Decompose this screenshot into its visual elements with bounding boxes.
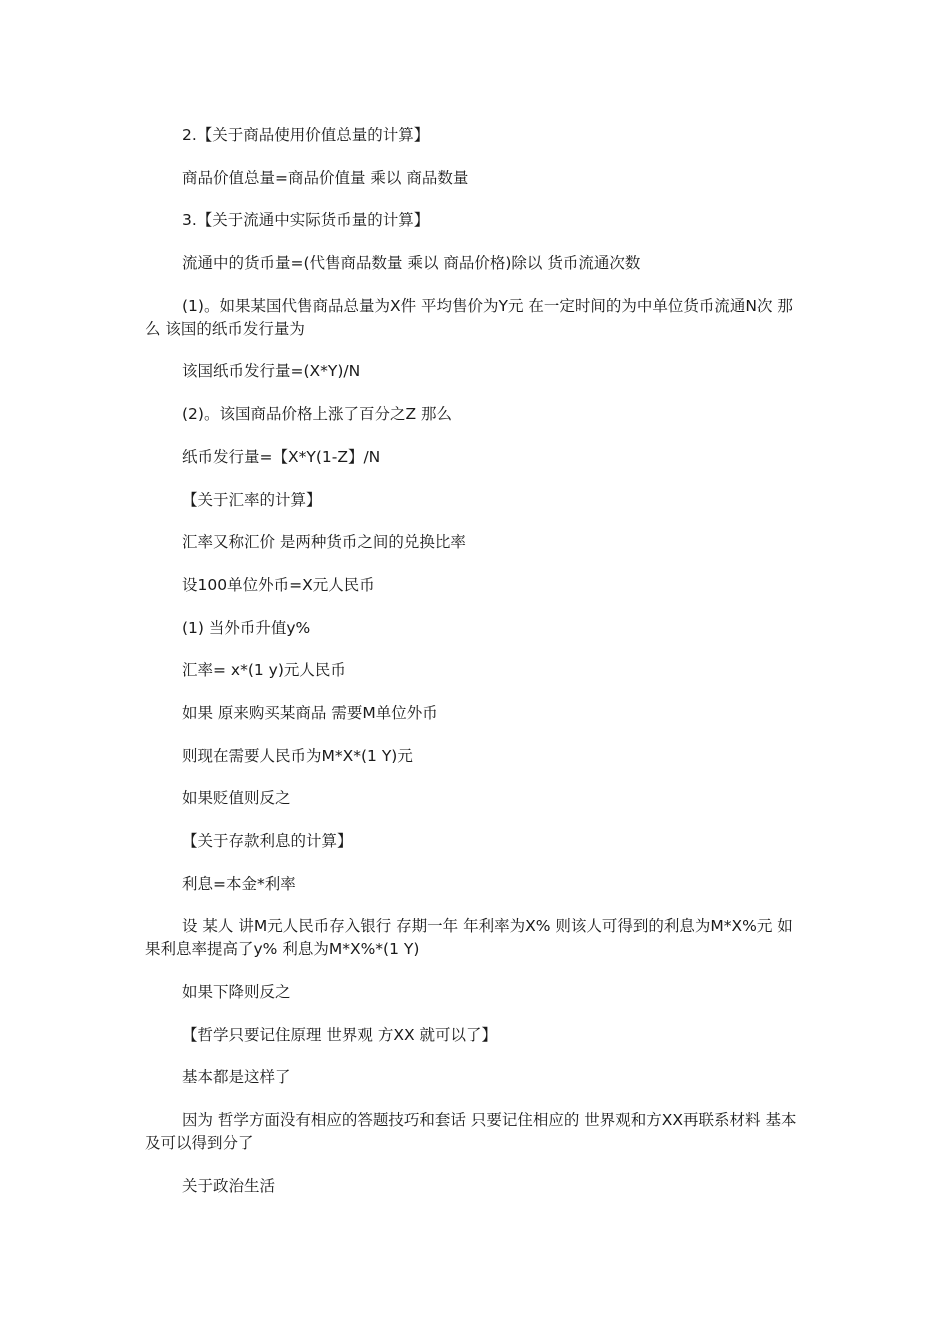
paragraph: 因为 哲学方面没有相应的答题技巧和套话 只要记住相应的 世界观和方XX再联系材料 基本及可以得到分了 — [145, 1111, 797, 1153]
paragraph: 如果贬值则反之 — [182, 789, 291, 808]
paragraph: 2.【关于商品使用价值总量的计算】 — [182, 126, 430, 144]
paragraph: 如果下降则反之 — [182, 983, 291, 1002]
document-body — [145, 124, 805, 1218]
paragraph: 关于政治生活 — [182, 1176, 276, 1195]
paragraph: (2)。该国商品价格上涨了百分之Z 那么 — [182, 405, 453, 424]
paragraph: 商品价值总量=商品价值量 乘以 商品数量 — [182, 168, 469, 187]
paragraph: 汇率又称汇价 是两种货币之间的兑换比率 — [182, 533, 466, 552]
paragraph: (1) 当外币升值y% — [182, 618, 311, 637]
paragraph: (1)。如果某国代售商品总量为X件 平均售价为Y元 在一定时间的为中单位货币流通N次 那么 该国的纸币发行量为 — [145, 296, 793, 338]
paragraph: 纸币发行量=【X*Y(1-Z】/N — [182, 447, 381, 466]
paragraph: 【哲学只要记住原理 世界观 方XX 就可以了】 — [182, 1025, 498, 1044]
paragraph: 【关于存款利息的计算】 — [182, 832, 353, 850]
paragraph: 则现在需要人民币为M*X*(1 Y)元 — [182, 746, 413, 765]
paragraph: 设 某人 讲M元人民币存入银行 存期一年 年利率为X% 则该人可得到的利息为M*X%元 如果利息率提高了y% 利息为M*X%*(1 Y) — [145, 917, 793, 959]
paragraph: 该国纸币发行量=(X*Y)/N — [182, 362, 361, 381]
paragraph: 设100单位外币=X元人民币 — [182, 575, 375, 594]
paragraph: 3.【关于流通中实际货币量的计算】 — [182, 211, 430, 230]
paragraph: 如果 原来购买某商品 需要M单位外币 — [182, 703, 438, 722]
paragraph: 基本都是这样了 — [182, 1068, 291, 1087]
paragraph: 【关于汇率的计算】 — [182, 490, 322, 509]
paragraph: 流通中的货币量=(代售商品数量 乘以 商品价格)除以 货币流通次数 — [182, 254, 641, 273]
paragraph: 利息=本金*利率 — [182, 874, 296, 893]
paragraph: 汇率= x*(1 y)元人民币 — [182, 661, 346, 680]
